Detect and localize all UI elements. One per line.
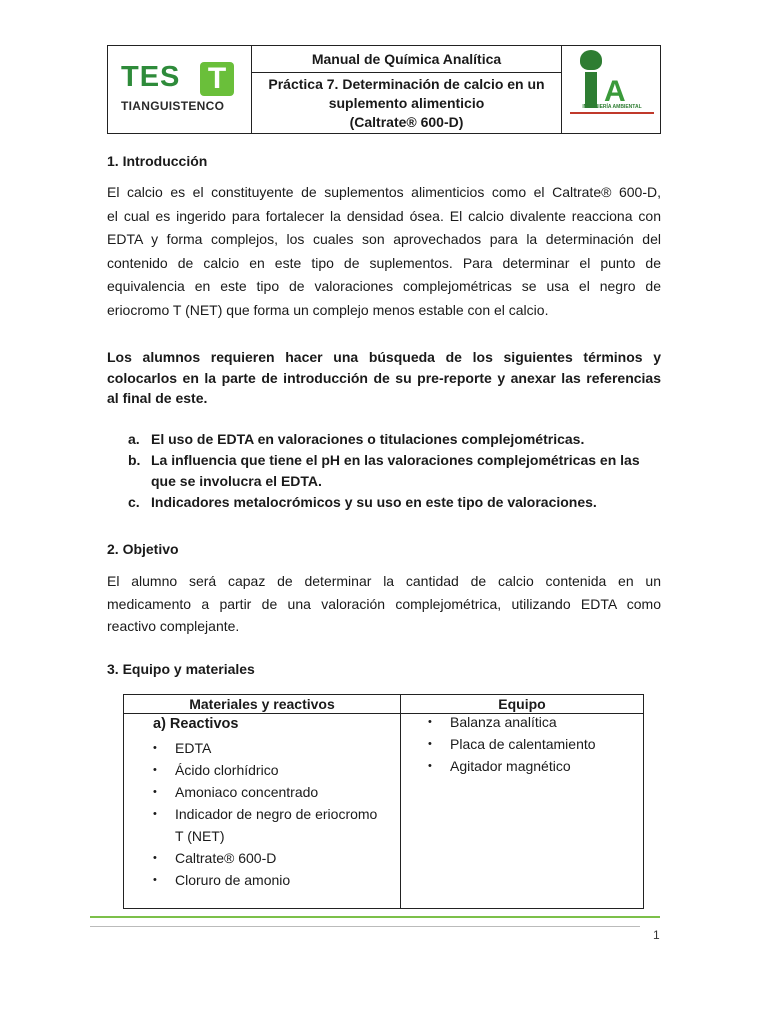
materials-table (123, 694, 644, 909)
footer-divider (90, 916, 660, 918)
instructions-line: al final de este. (107, 390, 208, 406)
bullet-icon: • (153, 874, 157, 886)
tes-logo-t: T (200, 62, 234, 96)
reactivos-list (153, 737, 401, 891)
list-item-text: La influencia que tiene el pH en las valoraciones complejométricas en las (151, 452, 640, 468)
page-number: 1 (653, 928, 660, 942)
objective-line: medicamento a partir de una valoración complejométrica, utilizando EDTA como (107, 595, 661, 612)
ia-logo-bar (585, 72, 597, 108)
footer-divider-thin (90, 926, 640, 927)
ia-logo-caption: INGENIERÍA AMBIENTAL (582, 104, 642, 110)
list-item-text: El uso de EDTA en valoraciones o titulaciones complejométricas. (151, 431, 585, 447)
ia-logo (570, 50, 654, 128)
list-item: • Caltrate® 600-D (153, 847, 401, 869)
intro-line: EDTA y forma complejos, los cuales son aprovechados para la determinación del (107, 231, 661, 247)
list-item (128, 429, 663, 450)
intro-line: contenido de calcio en este tipo de suplementos. Para determinar el punto de (107, 254, 661, 271)
instructions-paragraph (107, 347, 661, 409)
intro-line: equivalencia en este tipo de valoraciones complejométricas se usa el negro de (107, 278, 661, 294)
header-title-cell (252, 46, 562, 133)
intro-line: el cual es ingerido para fortalecer la densidad ósea. El calcio divalente reacciona con (107, 207, 661, 224)
list-item-cont: T (NET) (175, 828, 225, 844)
list-item-text-cont: que se involucra el EDTA. (151, 473, 322, 489)
practice-title-line1: Práctica 7. Determinación de calcio en un (268, 75, 545, 92)
ia-logo-letter: A (604, 75, 626, 108)
bullet-icon: • (153, 764, 157, 776)
practice-title-line3: (Caltrate® 600-D) (349, 113, 464, 130)
list-item: • Ácido clorhídrico (153, 759, 401, 781)
bullet-icon: • (428, 716, 432, 728)
practice-title-line2: suplemento alimenticio (328, 94, 485, 111)
bullet-icon: • (153, 742, 157, 754)
bullet-icon: • (153, 852, 157, 864)
ia-logo-underline (570, 112, 654, 114)
table-header-equipo: Equipo (498, 696, 546, 712)
list-item: • Agitador magnético (428, 755, 642, 777)
intro-line: eriocromo T (NET) que forma un complejo menos estable con el calcio. (107, 301, 549, 318)
list-item: • Amoniaco concentrado (153, 781, 401, 803)
intro-paragraph (107, 181, 661, 322)
list-marker: c. (128, 494, 140, 510)
section-heading-equipo: 3. Equipo y materiales (107, 661, 255, 677)
tree-icon (580, 50, 602, 70)
bullet-icon: • (153, 786, 157, 798)
section-heading-objetivo: 2. Objetivo (107, 541, 179, 557)
tes-logo-cell (108, 46, 252, 133)
list-item: • Indicador de negro de eriocromo (153, 803, 401, 825)
list-item-text: Indicadores metalocrómicos y su uso en este tipo de valoraciones. (151, 494, 597, 510)
practice-title (252, 73, 561, 133)
list-item: • Cloruro de amonio (153, 869, 401, 891)
search-terms-list (128, 429, 663, 513)
tes-logo-word: TES (121, 61, 181, 93)
objective-line: reactivo complejante. (107, 618, 240, 634)
bullet-icon: • (153, 808, 157, 820)
objective-line: El alumno será capaz de determinar la cantidad de calcio contenida en un (107, 573, 661, 589)
list-item: • EDTA (153, 737, 401, 759)
list-item (128, 492, 663, 513)
equipo-list (428, 711, 642, 777)
tes-logo-subtitle: TIANGUISTENCO (121, 99, 225, 113)
section-heading-introduccion: 1. Introducción (107, 153, 208, 169)
bullet-icon: • (428, 760, 432, 772)
objective-paragraph (107, 570, 661, 638)
list-item: • Balanza analítica (428, 711, 642, 733)
instructions-line: colocarlos en la parte de introducción de su pre-reporte y anexar las referencias (107, 369, 661, 386)
list-marker: a. (128, 431, 140, 447)
list-item: • Placa de calentamiento (428, 733, 642, 755)
manual-title: Manual de Química Analítica (252, 46, 561, 73)
instructions-line: Los alumnos requieren hacer una búsqueda de los siguientes términos y (107, 349, 661, 365)
ia-logo-cell (562, 46, 660, 133)
list-marker: b. (128, 452, 141, 468)
reactivos-heading: a) Reactivos (153, 716, 239, 732)
header-table (107, 45, 661, 134)
list-item (128, 450, 663, 492)
table-header-materiales: Materiales y reactivos (189, 696, 335, 712)
intro-line: El calcio es el constituyente de suplementos alimenticios como el Caltrate® 600-D, (107, 184, 661, 200)
bullet-icon: • (428, 738, 432, 750)
